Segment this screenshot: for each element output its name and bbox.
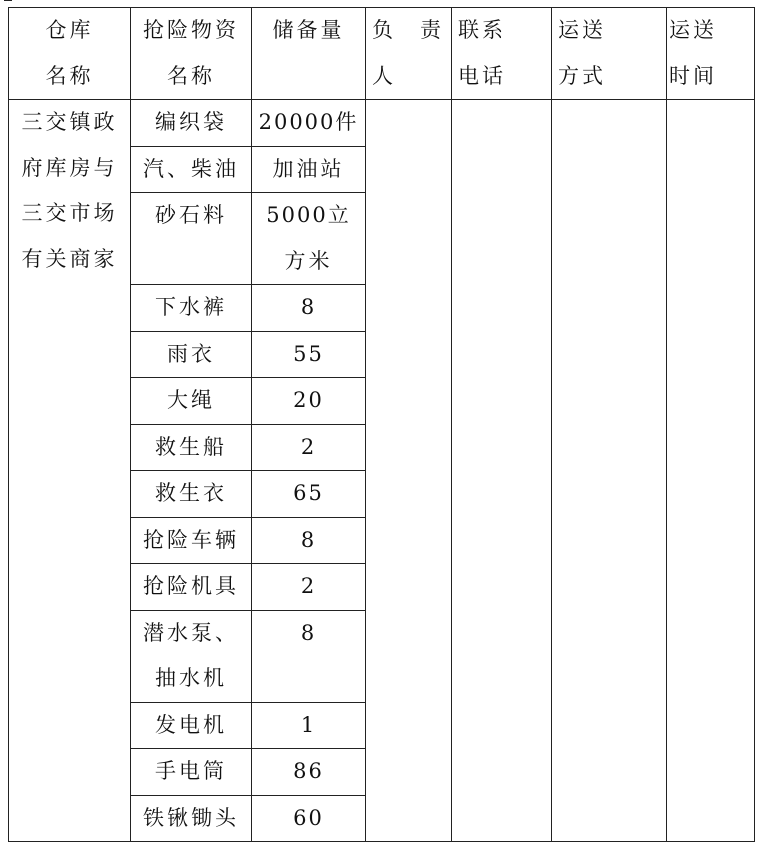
- supply-name-cell: 大绳: [131, 378, 252, 425]
- corner-mark: [4, 0, 12, 4]
- header-quantity: 储备量: [252, 8, 366, 100]
- warehouse-name-cell: 三交镇政 府库房与 三交市场 有关商家: [9, 100, 131, 842]
- supply-name-cell: 抢险机具: [131, 564, 252, 611]
- header-row: [9, 8, 755, 100]
- quantity-cell: 86: [252, 749, 366, 796]
- supply-name-cell: 汽、柴油: [131, 146, 252, 193]
- quantity-cell: 1: [252, 702, 366, 749]
- supply-name-cell: 编织袋: [131, 100, 252, 147]
- table-row: [9, 100, 755, 147]
- supply-name-cell: 下水裤: [131, 285, 252, 332]
- header-transport-method: 运送 方式: [552, 8, 667, 100]
- contact-phone-cell: [452, 100, 552, 842]
- person-in-charge-cell: [366, 100, 452, 842]
- quantity-cell: 加油站: [252, 146, 366, 193]
- quantity-cell: 20000件: [252, 100, 366, 147]
- transport-method-cell: [552, 100, 667, 842]
- supply-name-cell: 救生船: [131, 424, 252, 471]
- supply-name-cell: 发电机: [131, 702, 252, 749]
- supply-name-cell: 救生衣: [131, 471, 252, 518]
- supply-name-cell: 砂石料: [131, 193, 252, 285]
- quantity-cell: 8: [252, 517, 366, 564]
- quantity-cell: 5000立 方米: [252, 193, 366, 285]
- transport-time-cell: [667, 100, 755, 842]
- quantity-cell: 20: [252, 378, 366, 425]
- supply-name-cell: 抢险车辆: [131, 517, 252, 564]
- supply-name-cell: 手电筒: [131, 749, 252, 796]
- quantity-cell: 2: [252, 564, 366, 611]
- supply-name-cell: 潜水泵、 抽水机: [131, 610, 252, 702]
- quantity-cell: 2: [252, 424, 366, 471]
- quantity-cell: 8: [252, 610, 366, 702]
- quantity-cell: 8: [252, 285, 366, 332]
- supply-name-cell: 雨衣: [131, 331, 252, 378]
- quantity-cell: 60: [252, 795, 366, 842]
- quantity-cell: 65: [252, 471, 366, 518]
- quantity-cell: 55: [252, 331, 366, 378]
- emergency-supplies-table: [8, 7, 755, 842]
- header-person-in-charge: 负 责 人: [366, 8, 452, 100]
- supply-name-cell: 铁锹锄头: [131, 795, 252, 842]
- header-supply-name: 抢险物资 名称: [131, 8, 252, 100]
- header-transport-time: 运送 时间: [667, 8, 755, 100]
- header-contact-phone: 联系 电话: [452, 8, 552, 100]
- header-warehouse-name: 仓库 名称: [9, 8, 131, 100]
